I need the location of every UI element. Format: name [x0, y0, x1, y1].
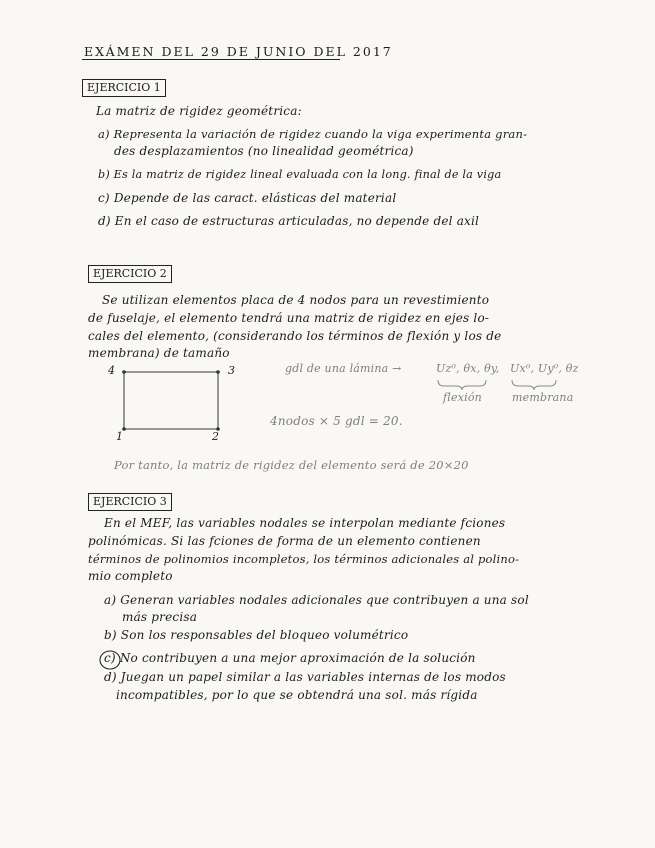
node-label-4: 4: [108, 364, 116, 377]
exercise-1-option-a-line1: a) Representa la variación de rigidez cuando la viga experimenta gran-: [98, 127, 528, 141]
exercise-3-option-d-line1: d) Juegan un papel similar a las variables internas de los modos: [104, 670, 506, 684]
exercise-2-conclusion: Por tanto, la matriz de rigidez del elemento será de 20×20: [114, 458, 469, 472]
node-label-3: 3: [228, 364, 236, 377]
exercise-3-option-d-line2: incompatibles, por lo que se obtendrá una sol. más rígida: [116, 688, 478, 702]
exercise-2-line2: de fuselaje, el elemento tendrá una matriz de rigidez en ejes lo-: [88, 311, 490, 325]
exercise-1-heading: EJERCICIO 1: [82, 79, 166, 97]
exercise-1-option-c: c) Depende de las caract. elásticas del material: [98, 191, 397, 205]
flexion-dofs: Uz⁰, θx, θy,: [436, 362, 500, 375]
exercise-3-line2: polinómicas. Si las fciones de forma de un elemento contienen: [88, 534, 481, 548]
exercise-1-option-a-line2: des desplazamientos (no linealidad geométrica): [114, 144, 414, 158]
exercise-2-line1: Se utilizan elementos placa de 4 nodos para un revestimiento: [102, 293, 490, 307]
exercise-3-line3: términos de polinomios incompletos, los términos adicionales al polino-: [88, 552, 520, 566]
exercise-3-option-a-line2: más precisa: [122, 610, 198, 624]
membrana-label: membrana: [512, 391, 574, 404]
exercise-2-line3: cales del elemento, (considerando los términos de flexión y los de: [88, 329, 502, 343]
page-title: EXÁMEN DEL 29 DE JUNIO DEL 2017: [84, 44, 393, 59]
dof-calculation: 4nodos × 5 gdl = 20.: [270, 414, 403, 428]
exercise-3-option-b: b) Son los responsables del bloqueo volumétrico: [104, 628, 409, 642]
exercise-3-option-a-line1: a) Generan variables nodales adicionales que contribuyen a una sol: [104, 593, 529, 607]
dof-text: gdl de una lámina →: [285, 362, 402, 375]
membrana-dofs: Ux⁰, Uy⁰, θz: [510, 362, 579, 375]
exercise-2-heading: EJERCICIO 2: [88, 265, 172, 283]
exercise-1-intro: La matriz de rigidez geométrica:: [96, 104, 302, 118]
exercise-3-line1: En el MEF, las variables nodales se interpolan mediante fciones: [104, 516, 506, 530]
exercise-3-line4: mio completo: [88, 569, 173, 583]
exercise-3-option-c: c) No contribuyen a una mejor aproximación de la solución: [104, 651, 476, 665]
exercise-1-option-b: b) Es la matriz de rigidez lineal evaluada con la long. final de la viga: [98, 168, 502, 181]
node-label-1: 1: [116, 430, 124, 443]
node-label-2: 2: [212, 430, 220, 443]
exercise-2-line4: membrana) de tamaño: [88, 346, 230, 360]
exercise-1-option-d: d) En el caso de estructuras articuladas, no depende del axil: [98, 214, 480, 228]
exercise-3-heading: EJERCICIO 3: [88, 493, 172, 511]
flexion-label: flexión: [443, 391, 482, 404]
